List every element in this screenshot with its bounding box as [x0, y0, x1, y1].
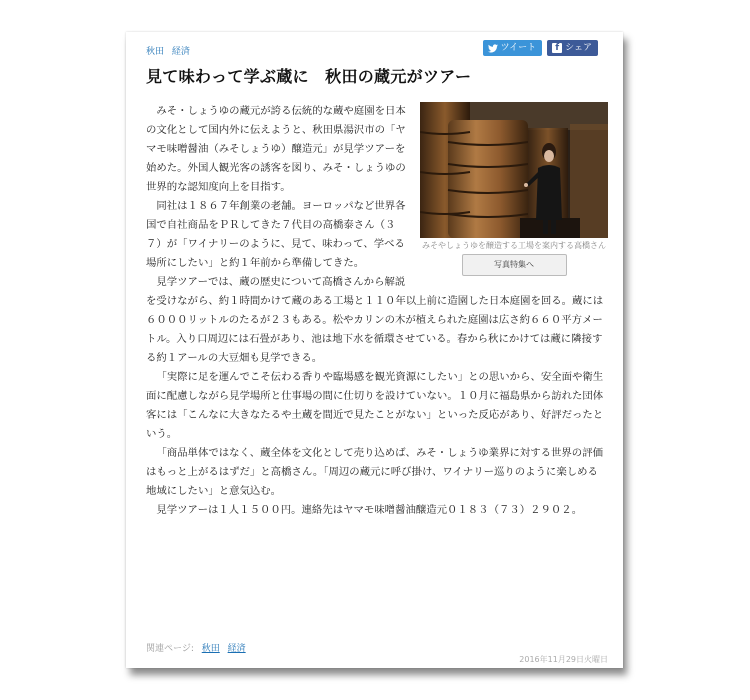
- paragraph: 「商品単体ではなく、蔵全体を文化として売り込めば、みそ・しょうゆ業界に対する世界の評価はもっと上がるはずだ」と高橋さん。「周辺の蔵元に呼び掛け、ワイナリー巡りのように楽しめる地域にしたい」と意気込む。: [146, 447, 603, 497]
- paragraph: みそ・しょうゆの蔵元が誇る伝統的な蔵や庭園を日本の文化として国内外に伝えようと、秋田県湯沢市の「ヤマモ味噌醤油（みそしょうゆ）醸造元」が見学ツアーを始めた。外国人観光客の誘客を図り、みそ・しょうゆの世界的な認知度向上を目指す。: [146, 105, 406, 193]
- twitter-bird-icon: [488, 44, 498, 53]
- paragraph: 同社は１８６７年創業の老舗。ヨーロッパなど世界各国で自社商品をＰＲしてきた７代目の高橋泰さん（３７）が「ワイナリーのように、見て、味わって、学べる場所にしたい」と約１年前から準備してきた。: [146, 200, 406, 269]
- related-pages: [146, 641, 246, 654]
- tag-economy-link[interactable]: 経済: [171, 47, 190, 57]
- category-tags: [146, 44, 195, 57]
- paragraph: 「実際に足を運んでこそ伝わる香りや臨場感を観光資源にしたい」との思いから、安全面や衛生面に配慮しながら見学場所と仕事場の間に仕切りを設けていない。１０月に福島県から訪れた団体客には「こんなに大きなたるや土蔵を間近で見たことがない」といった反応があり、好評だったという。: [146, 371, 604, 440]
- photo-gallery-button[interactable]: 写真特集へ: [462, 254, 567, 276]
- tweet-button[interactable]: [483, 40, 543, 56]
- article-figure: [420, 102, 608, 276]
- related-akita-link[interactable]: 秋田: [201, 644, 220, 654]
- facebook-share-button[interactable]: [547, 40, 598, 56]
- paragraph: 見学ツアーでは、蔵の歴史について高橋さんから解説を受けながら、約１時間かけて蔵のある工場と１１０年以上前に造園した日本庭園を回る。蔵には６０００リットルのたるが２３もある。松やカリンの木が植えられた庭園は広さ約６６０平方メートル。入り口周辺には石畳があり、池は地下水を循環させている。春から秋にかけては蔵に隣接する約１アールの大豆畑も見学できる。: [146, 276, 604, 364]
- facebook-icon: f: [552, 43, 562, 53]
- related-economy-link[interactable]: 経済: [227, 644, 246, 654]
- brewery-photo[interactable]: [420, 102, 608, 238]
- article-title: 見て味わって学ぶ蔵に 秋田の蔵元がツアー: [146, 67, 472, 86]
- publish-date: 2016年11月29日火曜日: [519, 655, 608, 664]
- share-label: シェア: [565, 43, 592, 53]
- tag-akita-link[interactable]: 秋田: [146, 47, 165, 57]
- paragraph: 見学ツアーは１人１５００円。連絡先はヤマモ味噌醤油醸造元０１８３（７３）２９０２。: [156, 504, 583, 516]
- photo-caption: みそやしょうゆを醸造する工場を案内する高橋さん: [422, 241, 606, 250]
- article-card: [126, 32, 623, 668]
- article-body: [146, 102, 608, 520]
- related-label: 関連ページ:: [146, 644, 194, 654]
- share-buttons: [483, 40, 598, 56]
- tweet-label: ツイート: [500, 43, 537, 53]
